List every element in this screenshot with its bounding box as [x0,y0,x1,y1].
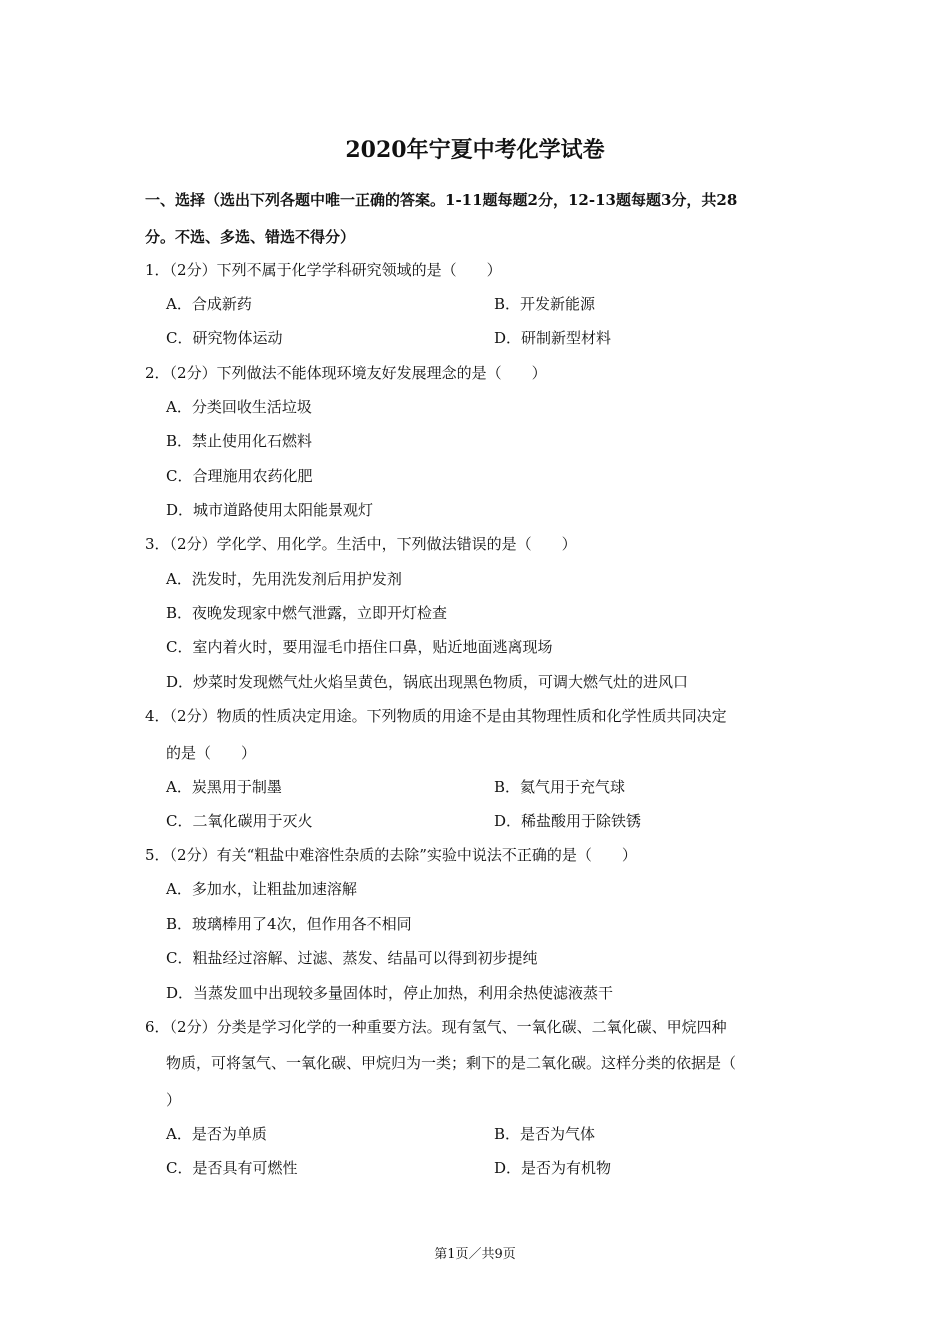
question-1-option-c: C．研究物体运动 [166,329,283,347]
question-3-option-d: D．炒菜时发现燃气灶火焰呈黄色，锅底出现黑色物质，可调大燃气灶的进风口 [166,673,689,691]
question-5-option-a: A．多加水，让粗盐加速溶解 [166,880,357,898]
question-4-option-c: C．二氧化碳用于灭火 [166,812,313,830]
question-6-stem-line-1: 6．（2分）分类是学习化学的一种重要方法。现有氢气、一氧化碳、二氧化碳、甲烷四种 [145,1018,727,1036]
question-6-option-c: C．是否具有可燃性 [166,1159,298,1177]
question-5-stem: 5．（2分）有关“粗盐中难溶性杂质的去除”实验中说法不正确的是（ ） [145,846,637,864]
question-4-option-d: D．稀盐酸用于除铁锈 [494,812,642,830]
question-3-option-a: A．洗发时，先用洗发剂后用护发剂 [166,570,402,588]
question-4-option-a: A．炭黑用于制墨 [166,778,282,796]
question-2-option-d: D．城市道路使用太阳能景观灯 [166,501,374,519]
question-4-option-b: B．氦气用于充气球 [494,778,626,796]
question-2-option-c: C．合理施用农药化肥 [166,467,313,485]
section-heading-line-2: 分。不选、多选、错选不得分） [145,228,356,246]
question-3-option-c: C．室内着火时，要用湿毛巾捂住口鼻，贴近地面逃离现场 [166,638,553,656]
question-6-stem-line-3: ） [166,1091,182,1109]
question-2-option-a: A．分类回收生活垃圾 [166,398,312,416]
page-footer: 第1页／共9页 [434,1247,516,1262]
question-1-stem: 1．（2分）下列不属于化学学科研究领域的是（ ） [145,261,502,279]
question-2-option-b: B．禁止使用化石燃料 [166,432,313,450]
question-5-option-c: C．粗盐经过溶解、过滤、蒸发、结晶可以得到初步提纯 [166,949,538,967]
question-3-option-b: B．夜晚发现家中燃气泄露，立即开灯检查 [166,604,448,622]
question-5-option-d: D．当蒸发皿中出现较多量固体时，停止加热，利用余热使滤液蒸干 [166,984,614,1002]
question-5-option-b: B．玻璃棒用了4次，但作用各不相同 [166,915,412,933]
question-3-stem: 3．（2分）学化学、用化学。生活中，下列做法错误的是（ ） [145,535,577,553]
question-1-option-d: D．研制新型材料 [494,329,612,347]
section-heading-line-1: 一、选择（选出下列各题中唯一正确的答案。1-11题每题2分，12-13题每题3分，共28 [145,191,738,209]
question-4-stem-line-2: 的是（ ） [166,744,257,762]
question-1-option-a: A．合成新药 [166,295,252,313]
question-6-stem-line-2: 物质，可将氢气、一氧化碳、甲烷归为一类；剩下的是二氧化碳。这样分类的依据是（ [166,1054,737,1072]
page-title: 2020年宁夏中考化学试卷 [345,137,605,163]
question-6-option-a: A．是否为单质 [166,1125,267,1143]
question-2-stem: 2．（2分）下列做法不能体现环境友好发展理念的是（ ） [145,364,547,382]
question-4-stem-line-1: 4．（2分）物质的性质决定用途。下列物质的用途不是由其物理性质和化学性质共同决定 [145,707,727,725]
question-1-option-b: B．开发新能源 [494,295,596,313]
question-6-option-d: D．是否为有机物 [494,1159,612,1177]
question-6-option-b: B．是否为气体 [494,1125,596,1143]
